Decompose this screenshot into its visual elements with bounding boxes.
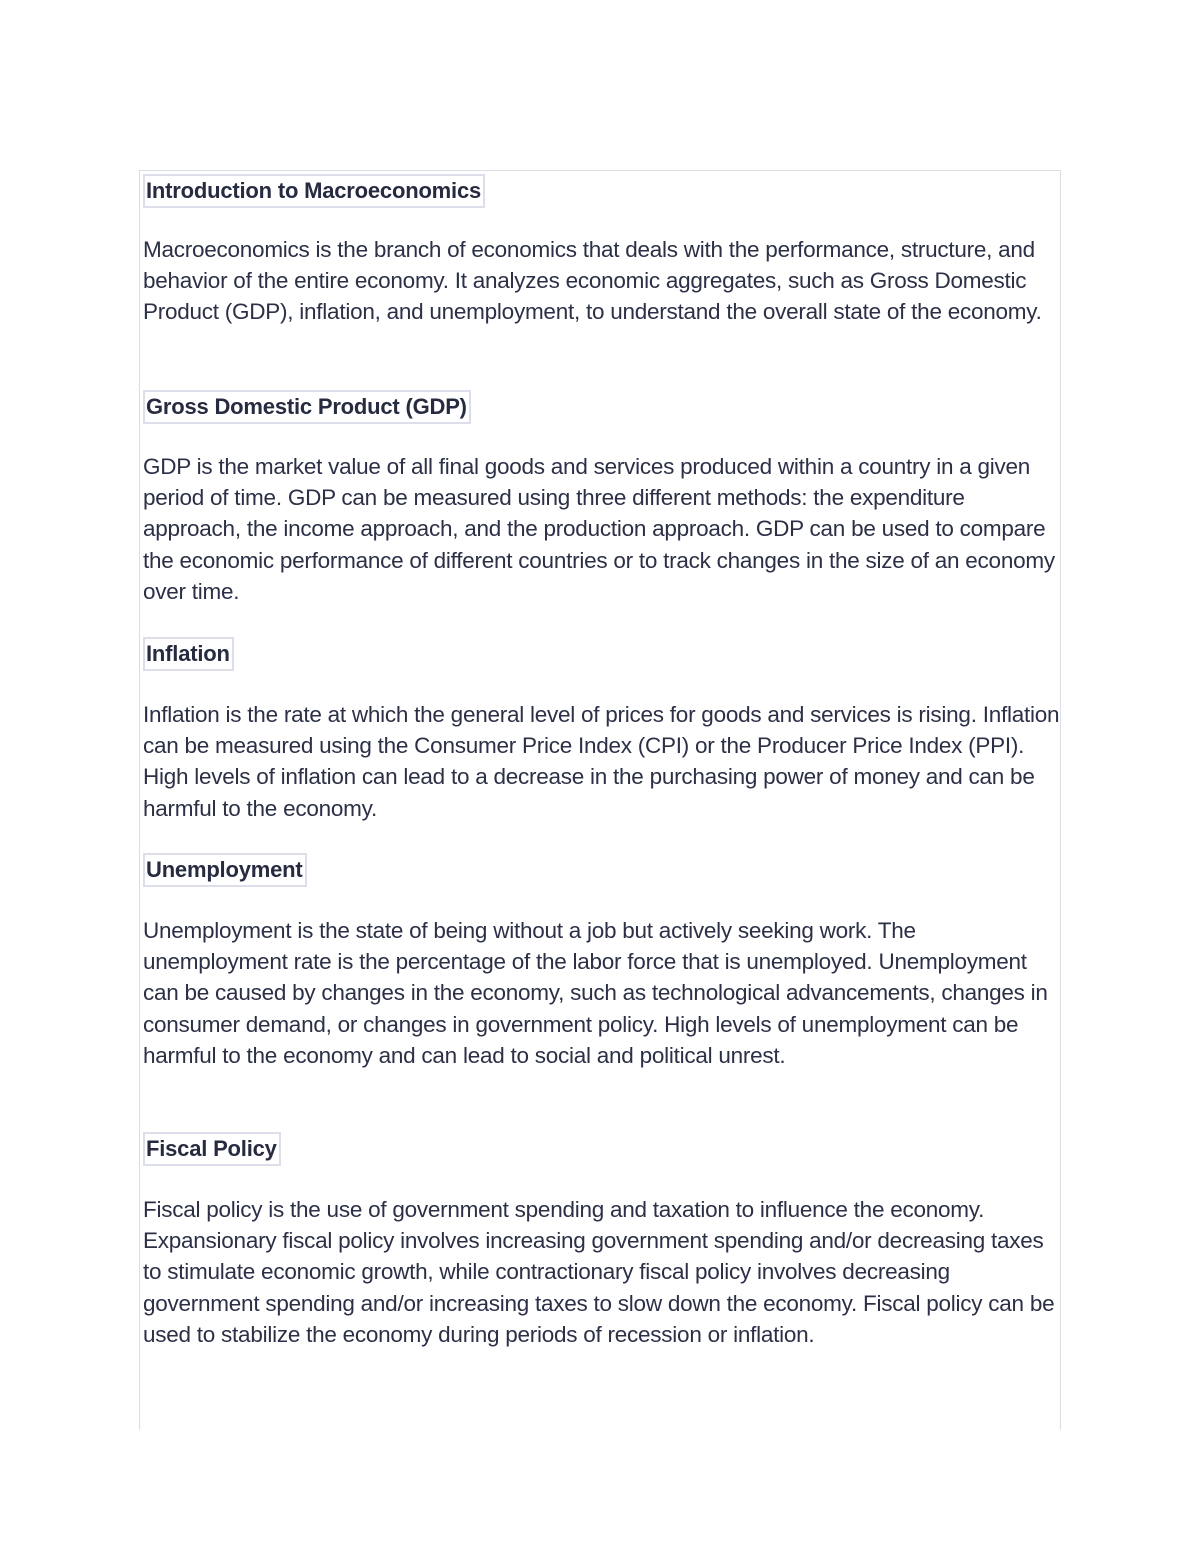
section-paragraph-fiscal-policy: Fiscal policy is the use of government spending and taxation to influence the economy. Expansionary fiscal policy involves increasing government spending and/or decreasing taxes to stimulate economic growth, while contractionary fiscal policy involves decreasing government spending and/or increasing taxes to slow down the economy. Fiscal policy can be used to stabilize the economy during periods of recession or inflation. bbox=[143, 1197, 1055, 1347]
section-heading-gdp: Gross Domestic Product (GDP) bbox=[143, 390, 471, 424]
section-heading-inflation: Inflation bbox=[143, 637, 234, 671]
section-paragraph-unemployment: Unemployment is the state of being without a job but actively seeking work. The unemployment rate is the percentage of the labor force that is unemployed. Unemployment can be caused by changes in the economy, such as technological advancements, changes in consumer demand, or changes in government policy. High levels of unemployment can be harmful to the economy and can lead to social and political unrest. bbox=[143, 918, 1048, 1068]
section-heading-unemployment: Unemployment bbox=[143, 853, 307, 887]
section-paragraph-introduction: Macroeconomics is the branch of economics that deals with the performance, structure, and behavior of the entire economy. It analyzes economic aggregates, such as Gross Domestic Product (GDP), inflation, and unemployment, to understand the overall state of the economy. bbox=[143, 237, 1042, 325]
section-heading-introduction: Introduction to Macroeconomics bbox=[143, 174, 485, 208]
section-paragraph-inflation: Inflation is the rate at which the general level of prices for goods and services is rising. Inflation can be measured using the Consumer Price Index (CPI) or the Producer Price Index (PPI). High levels of inflation can lead to a decrease in the purchasing power of money and can be harmful to the economy. bbox=[143, 702, 1060, 821]
section-heading-fiscal-policy: Fiscal Policy bbox=[143, 1132, 281, 1166]
section-paragraph-gdp: GDP is the market value of all final goods and services produced within a country in a given period of time. GDP can be measured using three different methods: the expenditure approach, the income approach, and the production approach. GDP can be used to compare the economic performance of different countries or to track changes in the size of an economy over time. bbox=[143, 454, 1055, 604]
